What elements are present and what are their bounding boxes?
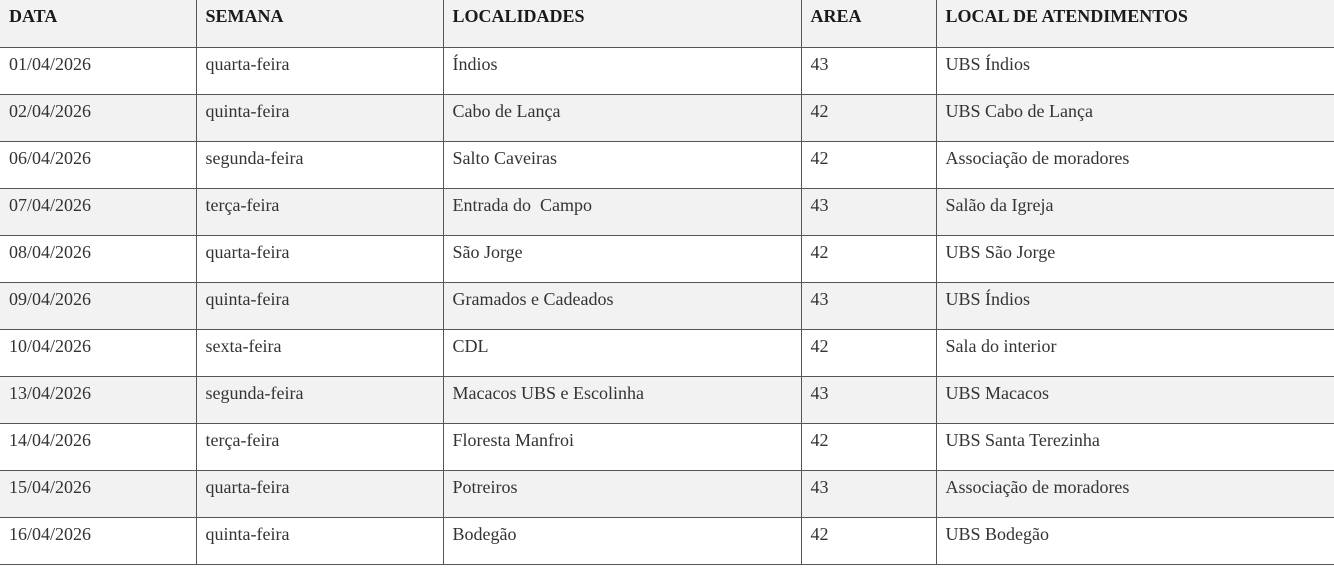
cell-data: 15/04/2026 [0,470,196,517]
cell-area: 42 [801,329,936,376]
cell-semana: segunda-feira [196,141,443,188]
header-semana: SEMANA [196,0,443,47]
cell-data: 01/04/2026 [0,47,196,94]
table-row [0,423,1334,470]
table-row [0,329,1334,376]
cell-data: 02/04/2026 [0,94,196,141]
cell-localidade: Entrada do Campo [443,188,801,235]
cell-local-atendimento: UBS Macacos [936,376,1334,423]
cell-semana: segunda-feira [196,376,443,423]
cell-localidade: Salto Caveiras [443,141,801,188]
table-row [0,282,1334,329]
table-row [0,47,1334,94]
cell-data: 13/04/2026 [0,376,196,423]
cell-local-atendimento: UBS Índios [936,282,1334,329]
cell-localidade: Gramados e Cadeados [443,282,801,329]
cell-data: 09/04/2026 [0,282,196,329]
cell-semana: quinta-feira [196,517,443,564]
header-data: DATA [0,0,196,47]
header-localidades: LOCALIDADES [443,0,801,47]
cell-local-atendimento: Associação de moradores [936,470,1334,517]
cell-semana: quinta-feira [196,94,443,141]
table-row [0,376,1334,423]
cell-localidade: Cabo de Lança [443,94,801,141]
cell-local-atendimento: UBS Cabo de Lança [936,94,1334,141]
cell-data: 16/04/2026 [0,517,196,564]
cell-local-atendimento: UBS São Jorge [936,235,1334,282]
cell-localidade: Bodegão [443,517,801,564]
table-row [0,94,1334,141]
table-row [0,188,1334,235]
cell-area: 43 [801,47,936,94]
cell-localidade: Floresta Manfroi [443,423,801,470]
table-header-row [0,0,1334,47]
cell-area: 42 [801,423,936,470]
cell-data: 10/04/2026 [0,329,196,376]
table-row [0,141,1334,188]
cell-area: 43 [801,470,936,517]
cell-area: 42 [801,235,936,282]
table-row [0,517,1334,564]
cell-local-atendimento: Sala do interior [936,329,1334,376]
cell-local-atendimento: UBS Bodegão [936,517,1334,564]
cell-data: 07/04/2026 [0,188,196,235]
cell-semana: quarta-feira [196,235,443,282]
cell-semana: quarta-feira [196,470,443,517]
cell-local-atendimento: Salão da Igreja [936,188,1334,235]
header-local-de-atendimentos: LOCAL DE ATENDIMENTOS [936,0,1334,47]
table-row [0,235,1334,282]
cell-area: 43 [801,282,936,329]
cell-area: 42 [801,517,936,564]
cell-semana: sexta-feira [196,329,443,376]
cell-semana: terça-feira [196,188,443,235]
cell-localidade: São Jorge [443,235,801,282]
cell-area: 42 [801,141,936,188]
cell-semana: quinta-feira [196,282,443,329]
cell-semana: quarta-feira [196,47,443,94]
cell-semana: terça-feira [196,423,443,470]
header-area: AREA [801,0,936,47]
cell-local-atendimento: UBS Índios [936,47,1334,94]
cell-localidade: Macacos UBS e Escolinha [443,376,801,423]
cell-area: 43 [801,188,936,235]
cell-localidade: CDL [443,329,801,376]
cell-area: 43 [801,376,936,423]
cell-area: 42 [801,94,936,141]
cell-local-atendimento: Associação de moradores [936,141,1334,188]
cell-localidade: Potreiros [443,470,801,517]
table-row [0,470,1334,517]
cell-data: 08/04/2026 [0,235,196,282]
cell-localidade: Índios [443,47,801,94]
cell-data: 14/04/2026 [0,423,196,470]
cell-data: 06/04/2026 [0,141,196,188]
cell-local-atendimento: UBS Santa Terezinha [936,423,1334,470]
